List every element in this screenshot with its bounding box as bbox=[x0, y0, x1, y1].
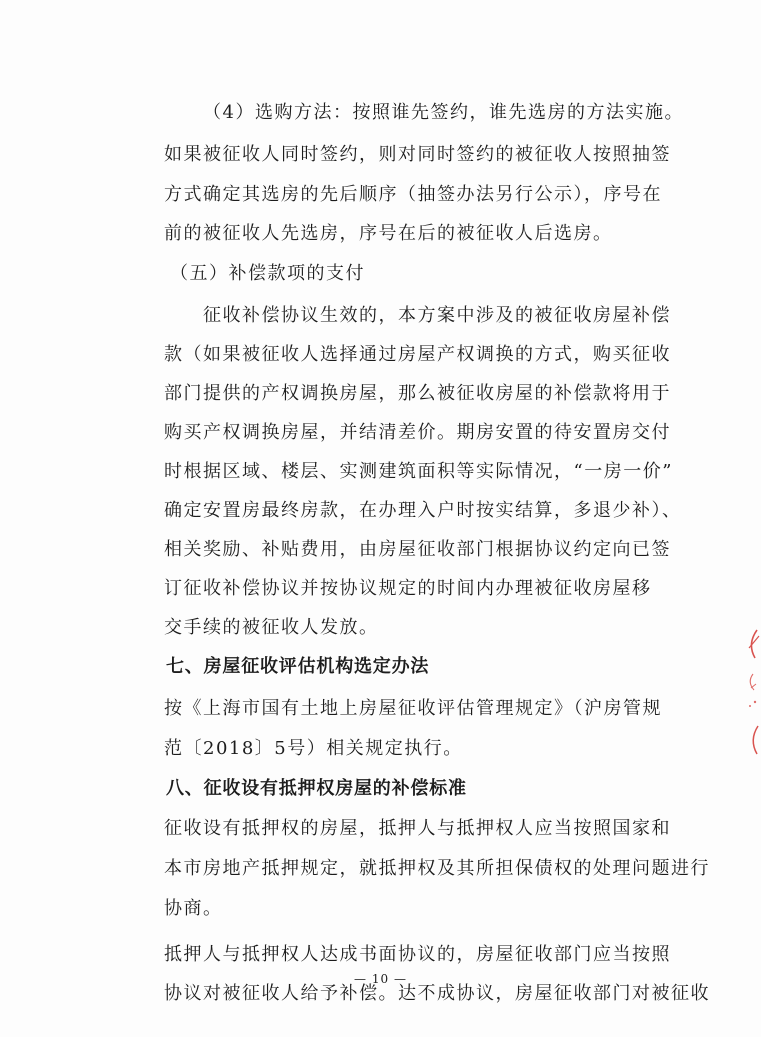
section-subheading: （五）补偿款项的支付 bbox=[170, 263, 365, 284]
text-line: 征收补偿协议生效的，本方案中涉及的被征收房屋补偿 bbox=[203, 305, 671, 326]
text-line: 按《上海市国有土地上房屋征收评估管理规定》（沪房管规 bbox=[164, 698, 662, 719]
page-number: — 10 — bbox=[354, 972, 407, 986]
text-line: 购买产权调换房屋，并结清差价。期房安置的待安置房交付 bbox=[164, 422, 671, 443]
text-line: 相关奖励、补贴费用，由房屋征收部门根据协议约定向已签 bbox=[164, 539, 671, 560]
text-line: 征收设有抵押权的房屋，抵押人与抵押权人应当按照国家和 bbox=[164, 818, 671, 839]
text-line: 部门提供的产权调换房屋，那么被征收房屋的补偿款将用于 bbox=[164, 383, 671, 404]
section-heading: 七、房屋征收评估机构选定办法 bbox=[166, 656, 430, 677]
text-line: 确定安置房最终房款，在办理入户时按实结算，多退少补）、 bbox=[164, 500, 682, 521]
seal-fragment-icon bbox=[741, 622, 761, 762]
text-line: （4）选购方法：按照谁先签约，谁先选房的方法实施。 bbox=[203, 102, 684, 123]
text-line: 协商。 bbox=[164, 898, 223, 919]
text-line: 协议对被征收人给予补偿。达不成协议，房屋征收部门对被征收 bbox=[164, 983, 710, 1004]
text-line: 时根据区域、楼层、实测建筑面积等实际情况，“一房一价” bbox=[164, 461, 673, 482]
text-line: 方式确定其选房的先后顺序（抽签办法另行公示），序号在 bbox=[164, 184, 662, 205]
text-line: 如果被征收人同时签约，则对同时签约的被征收人按照抽签 bbox=[164, 144, 671, 165]
text-line: 抵押人与抵押权人达成书面协议的，房屋征收部门应当按照 bbox=[164, 944, 671, 965]
text-line: 款（如果被征收人选择通过房屋产权调换的方式，购买征收 bbox=[164, 344, 671, 365]
text-line: 范〔2018〕5号）相关规定执行。 bbox=[164, 738, 463, 759]
section-heading: 八、征收设有抵押权房屋的补偿标准 bbox=[166, 778, 467, 799]
text-line: 交手续的被征收人发放。 bbox=[164, 617, 379, 638]
text-line: 订征收补偿协议并按协议规定的时间内办理被征收房屋移 bbox=[164, 578, 652, 599]
text-line: 本市房地产抵押规定，就抵押权及其所担保债权的处理问题进行 bbox=[164, 858, 710, 879]
text-line: 前的被征收人先选房，序号在后的被征收人后选房。 bbox=[164, 223, 613, 244]
